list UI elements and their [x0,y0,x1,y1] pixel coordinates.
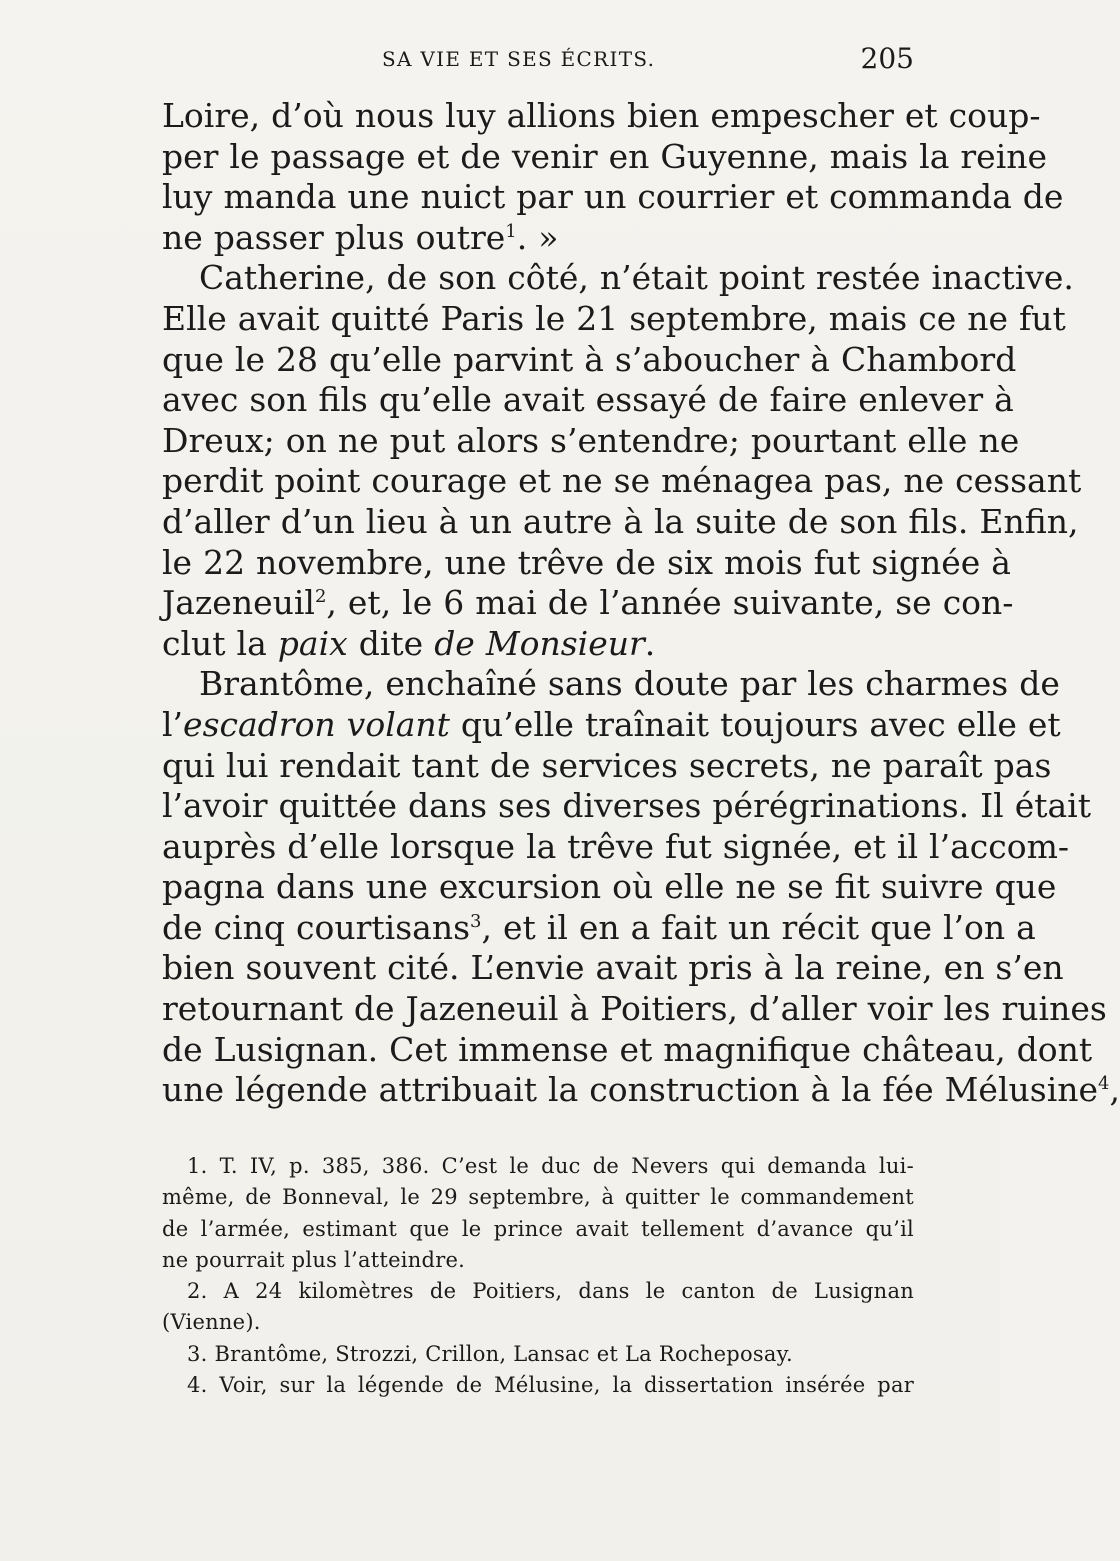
text-line: clut la paix dite de Monsieur. [162,623,656,663]
text-line: l’avoir quittée dans ses diverses pérégrinations. Il était [162,786,1091,826]
text-line: Catherine, de son côté, n’était point restée inactive. [199,258,1074,298]
footnote-line: 2. A 24 kilomètres de Poitiers, dans le canton de Lusignan [187,1279,914,1304]
text-line: retournant de Jazeneuil à Poitiers, d’aller voir les ruines [162,989,1107,1029]
text-line: per le passage et de venir en Guyenne, mais la reine [162,136,1048,176]
italic-phrase: escadron volant [183,704,450,744]
italic-phrase: paix [277,623,348,663]
footnote-line: 4. Voir, sur la légende de Mélusine, la dissertation insérée par [187,1373,914,1398]
text-line: luy manda une nuict par un courrier et commanda de [162,177,1064,217]
text-line: d’aller d’un lieu à un autre à la suite de son fils. Enfin, [162,501,1079,541]
page-number: 205 [860,42,914,75]
footnote-mark: 2 [314,586,327,608]
footnote-line: même, de Bonneval, le 29 septembre, à quitter le commandement [162,1185,914,1210]
text-line: de cinq courtisans$^3$, et il en a fait un récit que l’on a [162,907,1036,947]
text-line: auprès d’elle lorsque la trêve fut signée, et il l’accom- [162,826,1070,866]
text-line: de Lusignan. Cet immense et magnifique château, dont [162,1029,1093,1069]
text-line: une légende attribuait la construction à la fée Mélusine$^4$, [162,1070,1120,1110]
text-line: Dreux; on ne put alors s’entendre; pourtant elle ne [162,420,1020,460]
text-line: Loire, d’où nous luy allions bien empescher et coup- [162,96,1041,135]
text-line: bien souvent cité. L’envie avait pris à la reine, en s’en [162,948,1064,988]
footnote-line: 1. T. IV, p. 385, 386. C’est le duc de Nevers qui demanda lui- [187,1154,914,1178]
text-line: que le 28 qu’elle parvint à s’aboucher à Chambord [162,339,1017,379]
text-line: pagna dans une excursion où elle ne se fit suivre que [162,867,1057,907]
text-line: qui lui rendait tant de services secrets, ne paraît pas [162,745,1052,785]
text-line: perdit point courage et ne se ménagea pas, ne cessant [162,461,1082,501]
footnote-mark: 3 [470,910,482,932]
text-line: ne passer plus outre$^1$. » [162,217,559,257]
italic-phrase: de Monsieur [434,623,645,663]
text-line: avec son fils qu’elle avait essayé de faire enlever à [162,380,1014,420]
text-line: Elle avait quitté Paris le 21 septembre, mais ce ne fut [162,298,1066,338]
footnote-line: de l’armée, estimant que le prince avait tellement d’avance qu’il [162,1216,914,1241]
footnote-mark: 1 [505,220,517,242]
text-line: le 22 novembre, une trêve de six mois fut signée à [162,542,1011,582]
text-line: Jazeneuil$^2$, et, le 6 mai de l’année suivante, se con- [162,583,1014,623]
text-line: Brantôme, enchaîné sans doute par les charmes de [199,664,1060,704]
main-text [162,96,1120,1111]
footnote-line: 3. Brantôme, Strozzi, Crillon, Lansac et La Rocheposay. [187,1341,793,1366]
footnote-line: (Vienne). [162,1310,261,1335]
footnote-mark: 4 [1098,1073,1110,1095]
text-line: l’escadron volant qu’elle traînait toujours avec elle et [162,704,1061,744]
footnotes [162,1151,914,1401]
footnote-line: ne pourrait plus l’atteindre. [162,1247,466,1272]
running-title: SA VIE ET SES ÉCRITS. [382,47,656,71]
running-head [162,42,920,86]
